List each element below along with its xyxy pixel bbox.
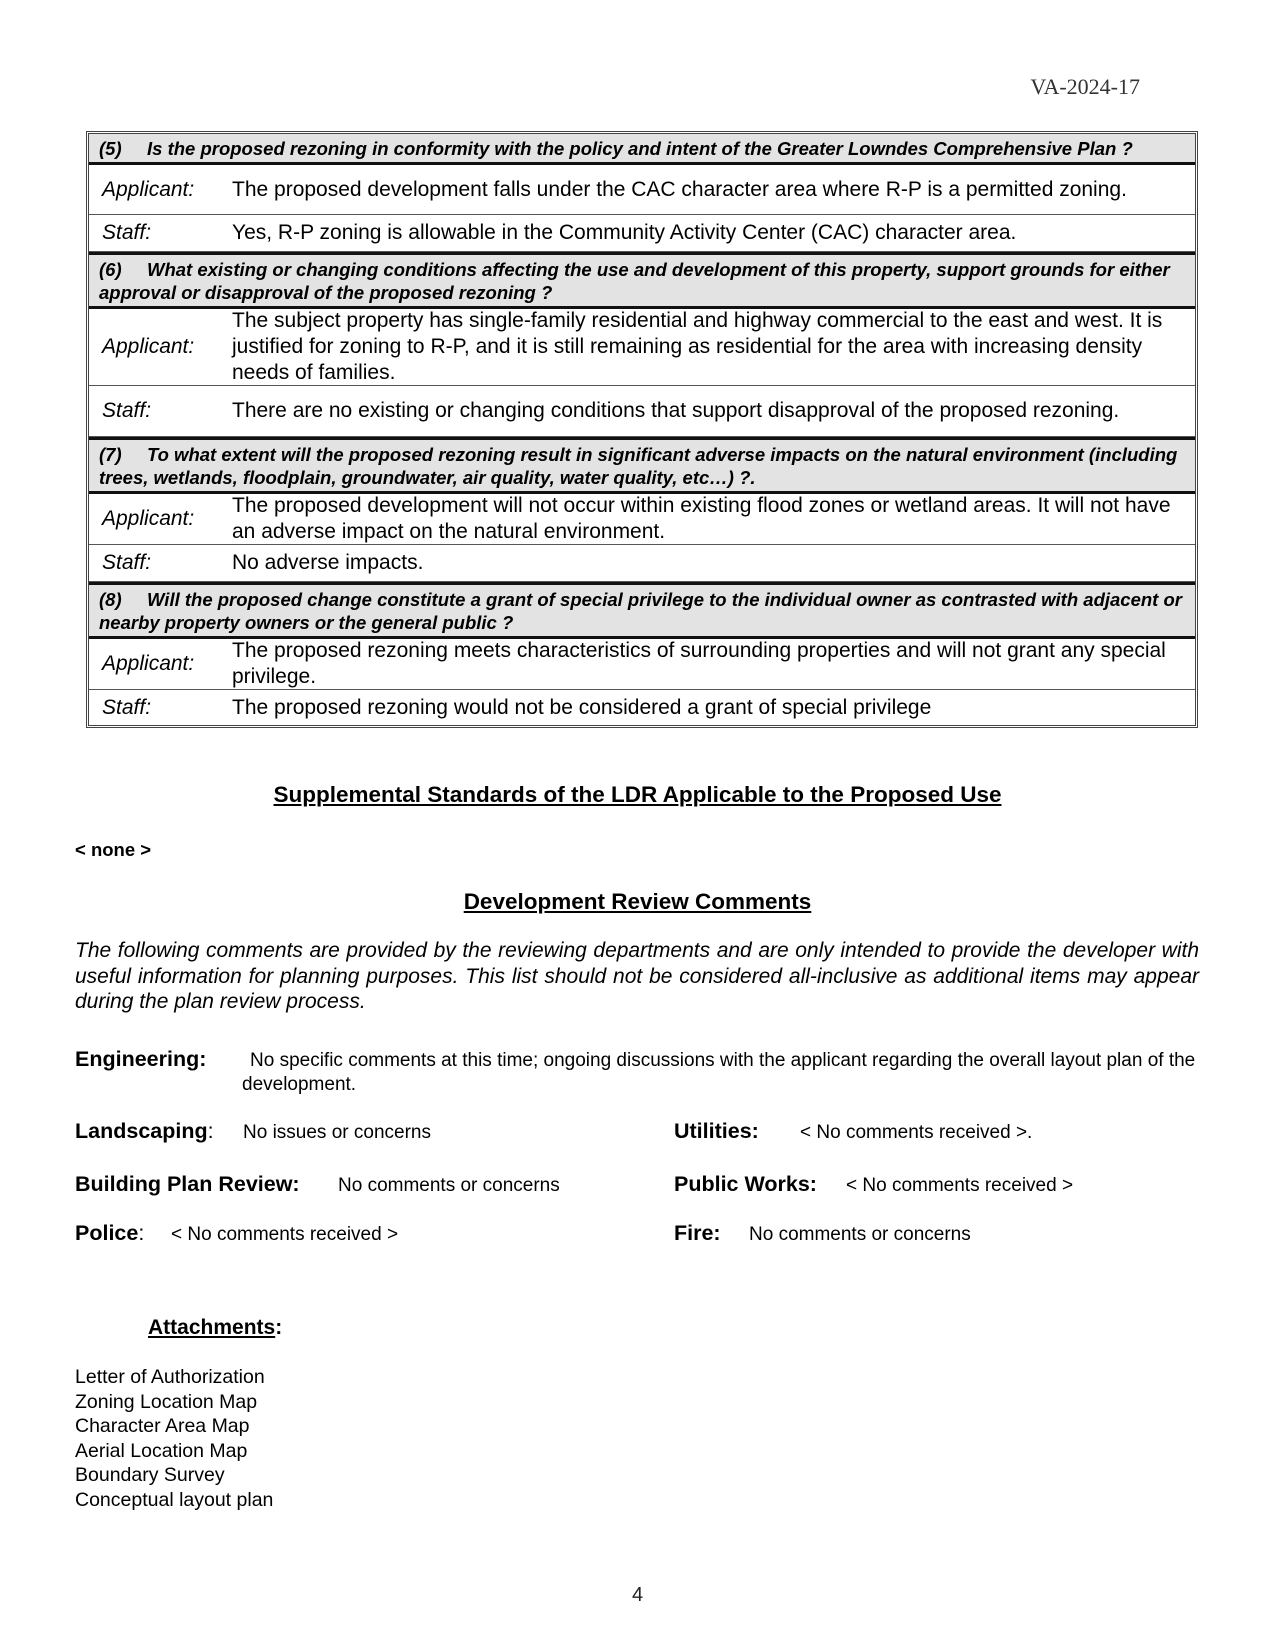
staff-row <box>89 386 1195 437</box>
staff-label: Staff: <box>102 399 152 422</box>
applicant-label: Applicant: <box>102 507 195 530</box>
staff-response: No adverse impacts. <box>232 551 424 574</box>
review-intro: The following comments are provided by the reviewing departments and are only intended to provide the developer with useful information for planning purposes. This list should not be considered all-inclusive as additional items may appear during the plan review process. <box>75 939 1199 1013</box>
public-works-comment: < No comments received > <box>846 1175 1074 1196</box>
staff-row <box>89 690 1195 725</box>
applicant-row <box>89 639 1195 690</box>
public-works-label: Public Works: <box>674 1172 817 1196</box>
criterion-question <box>89 582 1195 639</box>
applicant-response: The proposed development will not occur within existing flood zones or wetland areas. It will not have an adverse impact on the natural environment. <box>232 494 1171 543</box>
staff-response: There are no existing or changing conditions that support disapproval of the proposed rezoning. <box>232 399 1120 422</box>
applicant-row <box>89 165 1195 215</box>
engineering-comment: No specific comments at this time; ongoing discussions with the applicant regarding the overall layout plan of the development. <box>242 1050 1196 1095</box>
criterion-question <box>89 437 1195 494</box>
criterion-5 <box>89 134 1195 252</box>
utilities-label: Utilities: <box>674 1119 759 1143</box>
supplemental-heading: Supplemental Standards of the LDR Applicable to the Proposed Use <box>273 782 1002 807</box>
attachment-item: Letter of Authorization <box>75 1366 265 1388</box>
criterion-7 <box>89 437 1195 582</box>
building-plan-review-label: Building Plan Review: <box>75 1172 300 1196</box>
criterion-question-text: To what extent will the proposed rezoning result in significant adverse impacts on the natural environment (including trees, wetlands, floodplain, groundwater, air quality, water quality, etc…) ?. <box>99 444 1178 488</box>
page-number: 4 <box>631 1584 644 1606</box>
applicant-label: Applicant: <box>102 652 195 675</box>
criterion-number: (8) <box>99 589 122 610</box>
staff-label: Staff: <box>102 221 152 244</box>
landscaping-comment: No issues or concerns <box>243 1122 431 1143</box>
review-heading: Development Review Comments <box>463 889 812 914</box>
criterion-question-text: Is the proposed rezoning in conformity with the policy and intent of the Greater Lowndes Comprehensive Plan ? <box>147 138 1133 159</box>
criterion-number: (5) <box>99 138 122 159</box>
applicant-label: Applicant: <box>102 177 195 201</box>
applicant-response: The proposed development falls under the CAC character area where R-P is a permitted zoning. <box>232 177 1127 201</box>
engineering-label: Engineering: <box>75 1047 207 1071</box>
staff-response: Yes, R-P zoning is allowable in the Community Activity Center (CAC) character area. <box>232 221 1017 244</box>
staff-row <box>89 545 1195 582</box>
criterion-question-text: What existing or changing conditions affecting the use and development of this property, support grounds for either approval or disapproval of the proposed rezoning ? <box>99 259 1170 303</box>
supplemental-value: < none > <box>75 839 152 860</box>
applicant-row <box>89 309 1195 386</box>
criterion-8 <box>89 582 1195 725</box>
attachments-heading-text: Attachments <box>148 1316 276 1339</box>
landscaping-label-text: Landscaping <box>75 1119 208 1143</box>
police-label: Police: <box>75 1221 145 1245</box>
criterion-number: (7) <box>99 444 122 465</box>
attachment-item: Boundary Survey <box>75 1464 225 1486</box>
criterion-number: (6) <box>99 259 122 280</box>
criterion-question <box>89 252 1195 309</box>
building-plan-review-comment: No comments or concerns <box>338 1175 560 1196</box>
applicant-label: Applicant: <box>102 335 195 358</box>
attachment-item: Character Area Map <box>75 1415 250 1437</box>
staff-label: Staff: <box>102 551 152 574</box>
utilities-comment: < No comments received >. <box>800 1122 1033 1143</box>
fire-label: Fire: <box>674 1221 721 1245</box>
fire-comment: No comments or concerns <box>749 1224 971 1245</box>
applicant-response: The proposed rezoning meets characteristics of surrounding properties and will not grant any special privilege. <box>232 639 1166 688</box>
criteria-table <box>86 131 1198 728</box>
criterion-6 <box>89 252 1195 437</box>
attachment-item: Zoning Location Map <box>75 1390 258 1413</box>
applicant-response: The subject property has single-family residential and highway commercial to the east and west. It is justified for zoning to R-P, and it is still remaining as residential for the area with increasing density needs of families. <box>232 309 1163 384</box>
staff-response: The proposed rezoning would not be considered a grant of special privilege <box>232 695 932 719</box>
attachment-item: Aerial Location Map <box>75 1439 248 1462</box>
applicant-row <box>89 494 1195 545</box>
landscaping-label: Landscaping: <box>75 1119 214 1143</box>
document-id: VA-2024-17 <box>1030 74 1140 99</box>
staff-row <box>89 215 1195 252</box>
police-comment: < No comments received > <box>171 1224 399 1245</box>
attachments-list <box>75 1365 273 1512</box>
staff-label: Staff: <box>102 695 152 719</box>
criterion-question <box>89 134 1195 165</box>
police-label-text: Police <box>75 1221 139 1245</box>
criterion-question-text: Will the proposed change constitute a grant of special privilege to the individual owner as contrasted with adjacent or nearby property owners or the general public ? <box>99 589 1182 633</box>
attachment-item: Conceptual layout plan <box>75 1488 274 1511</box>
attachments-heading: Attachments: <box>148 1316 283 1339</box>
